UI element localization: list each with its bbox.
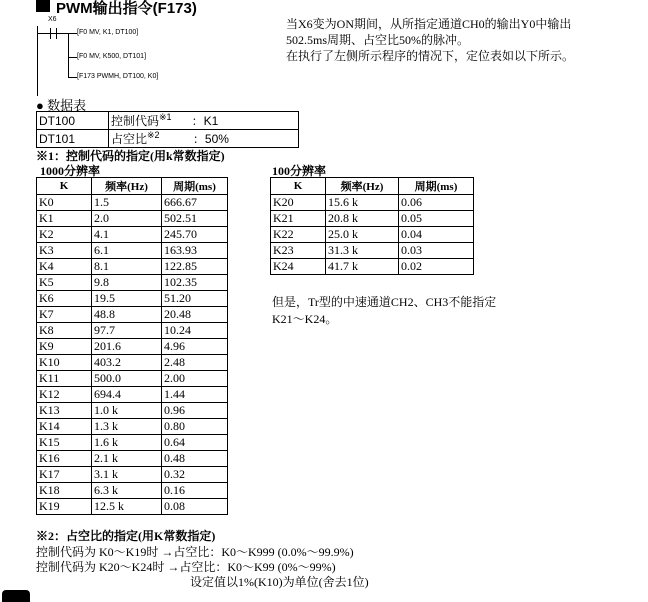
table-row	[37, 483, 228, 499]
k-cell: K23	[271, 243, 326, 259]
table-row	[37, 211, 228, 227]
period-cell: 0.02	[399, 259, 474, 275]
table-row	[37, 227, 228, 243]
table-header-row	[271, 178, 474, 195]
period-cell: 0.04	[399, 227, 474, 243]
period-cell: 163.93	[162, 243, 228, 259]
k-cell: K17	[37, 467, 92, 483]
period-cell: 0.80	[162, 419, 228, 435]
note-2-heading: ※2：占空比的指定(用K常数指定)	[36, 529, 216, 543]
k-cell: K24	[271, 259, 326, 275]
k-cell: K7	[37, 307, 92, 323]
k-cell: K8	[37, 323, 92, 339]
ladder-power-rail	[37, 26, 38, 96]
frequency-cell: 1.5	[92, 195, 162, 211]
k-cell: K9	[37, 339, 92, 355]
table-row	[37, 259, 228, 275]
table-row	[37, 355, 228, 371]
col-header-k: K	[271, 178, 326, 195]
k-cell: K13	[37, 403, 92, 419]
frequency-cell: 6.1	[92, 243, 162, 259]
period-cell: 51.20	[162, 291, 228, 307]
table-row	[37, 275, 228, 291]
ladder-instr-2: [F0 MV, K500, DT101]	[77, 53, 147, 60]
period-cell: 0.05	[399, 211, 474, 227]
resolution-1000-table	[36, 177, 228, 515]
register: DT101	[37, 130, 109, 148]
table-row	[271, 259, 474, 275]
ladder-branch-2	[68, 57, 77, 58]
frequency-cell: 4.1	[92, 227, 162, 243]
table-row	[37, 403, 228, 419]
frequency-cell: 41.7 k	[326, 259, 399, 275]
data-table	[36, 111, 299, 148]
table-row	[271, 227, 474, 243]
table-row	[37, 323, 228, 339]
period-cell: 2.00	[162, 371, 228, 387]
period-cell: 20.48	[162, 307, 228, 323]
data-table-heading: ● 数据表	[36, 98, 87, 113]
table-row	[37, 467, 228, 483]
table-row	[37, 451, 228, 467]
table-row	[37, 339, 228, 355]
frequency-cell: 1.6 k	[92, 435, 162, 451]
title-square-icon	[36, 0, 50, 12]
table-row	[37, 112, 299, 130]
table-row	[37, 291, 228, 307]
frequency-cell: 500.0	[92, 371, 162, 387]
period-cell: 0.16	[162, 483, 228, 499]
period-cell: 1.44	[162, 387, 228, 403]
period-cell: 666.67	[162, 195, 228, 211]
frequency-cell: 12.5 k	[92, 499, 162, 515]
period-cell: 10.24	[162, 323, 228, 339]
table-row	[37, 499, 228, 515]
k-cell: K11	[37, 371, 92, 387]
table-row	[37, 387, 228, 403]
period-cell: 122.85	[162, 259, 228, 275]
k-cell: K19	[37, 499, 92, 515]
period-cell: 245.70	[162, 227, 228, 243]
description-line-2: 502.5ms周期、占空比50%的脉冲。	[286, 33, 470, 47]
frequency-cell: 15.6 k	[326, 195, 399, 211]
k-cell: K16	[37, 451, 92, 467]
frequency-cell: 201.6	[92, 339, 162, 355]
k-cell: K3	[37, 243, 92, 259]
description-line-1: 当X6变为ON期间，从所指定通道CH0的输出Y0中输出	[286, 17, 572, 31]
frequency-cell: 31.3 k	[326, 243, 399, 259]
k-cell: K21	[271, 211, 326, 227]
resolution-100-table	[270, 177, 474, 275]
k-cell: K0	[37, 195, 92, 211]
k-cell: K6	[37, 291, 92, 307]
k-cell: K10	[37, 355, 92, 371]
duty-line-3: 设定值以1%(K10)为单位(舍去1位)	[190, 575, 369, 589]
period-cell: 0.96	[162, 403, 228, 419]
k-cell: K5	[37, 275, 92, 291]
frequency-cell: 1.0 k	[92, 403, 162, 419]
table-row	[37, 243, 228, 259]
k-cell: K2	[37, 227, 92, 243]
tr-note-line-2: K21～K24。	[272, 312, 338, 326]
register: DT100	[37, 112, 109, 130]
period-cell: 0.03	[399, 243, 474, 259]
k-cell: K15	[37, 435, 92, 451]
frequency-cell: 2.0	[92, 211, 162, 227]
ladder-contact-left	[50, 28, 51, 39]
ladder-contact-right	[56, 28, 57, 39]
table-row	[271, 195, 474, 211]
table-row	[37, 419, 228, 435]
frequency-cell: 2.1 k	[92, 451, 162, 467]
tr-note-line-1: 但是，Tr型的中速通道CH2、CH3不能指定	[272, 295, 497, 309]
k-cell: K4	[37, 259, 92, 275]
k-cell: K12	[37, 387, 92, 403]
k-cell: K22	[271, 227, 326, 243]
duty-line-1: 控制代码为 K0～K19时 →占空比：K0～K999 (0.0%～99.9%)	[36, 545, 354, 559]
col-header-period: 周期(ms)	[162, 178, 228, 195]
register-desc: 控制代码$^{※1}$ ：K1	[109, 112, 299, 130]
frequency-cell: 19.5	[92, 291, 162, 307]
table-row	[37, 130, 299, 148]
ladder-contact-label: X6	[48, 16, 57, 23]
period-cell: 0.48	[162, 451, 228, 467]
note-1-heading: ※1：控制代码的指定(用k常数指定)	[36, 149, 225, 163]
period-cell: 2.48	[162, 355, 228, 371]
k-cell: K20	[271, 195, 326, 211]
table-row	[37, 435, 228, 451]
description-line-3: 在执行了左侧所示程序的情况下，定位表如以下所示。	[286, 49, 575, 63]
k-cell: K18	[37, 483, 92, 499]
period-cell: 0.64	[162, 435, 228, 451]
frequency-cell: 1.3 k	[92, 419, 162, 435]
frequency-cell: 8.1	[92, 259, 162, 275]
page-title: PWM输出指令(F173)	[56, 0, 197, 17]
page-tab-icon	[2, 590, 30, 602]
period-cell: 0.06	[399, 195, 474, 211]
frequency-cell: 694.4	[92, 387, 162, 403]
table-row	[37, 307, 228, 323]
period-cell: 102.35	[162, 275, 228, 291]
resolution-1000-label: 1000分辨率	[40, 164, 101, 178]
ladder-branch	[68, 33, 69, 78]
resolution-100-label: 100分辨率	[272, 164, 327, 178]
period-cell: 4.96	[162, 339, 228, 355]
frequency-cell: 97.7	[92, 323, 162, 339]
col-header-freq: 频率(Hz)	[326, 178, 399, 195]
col-header-k: K	[37, 178, 92, 195]
register-desc: 占空比$^{※2}$ ：50%	[109, 130, 299, 148]
table-row	[271, 243, 474, 259]
frequency-cell: 3.1 k	[92, 467, 162, 483]
k-cell: K14	[37, 419, 92, 435]
table-header-row	[37, 178, 228, 195]
k-cell: K1	[37, 211, 92, 227]
ladder-instr-1: [F0 MV, K1, DT100]	[77, 29, 139, 36]
frequency-cell: 48.8	[92, 307, 162, 323]
frequency-cell: 9.8	[92, 275, 162, 291]
table-row	[37, 371, 228, 387]
col-header-freq: 频率(Hz)	[92, 178, 162, 195]
ladder-branch-3	[68, 77, 77, 78]
table-row	[37, 195, 228, 211]
ladder-instr-3: [F173 PWMH, DT100, K0]	[77, 73, 159, 80]
frequency-cell: 6.3 k	[92, 483, 162, 499]
col-header-period: 周期(ms)	[399, 178, 474, 195]
frequency-cell: 20.8 k	[326, 211, 399, 227]
period-cell: 502.51	[162, 211, 228, 227]
ladder-rung	[37, 33, 77, 34]
table-row	[271, 211, 474, 227]
duty-line-2: 控制代码为 K20～K24时 →占空比：K0～K99 (0%～99%)	[36, 560, 336, 574]
period-cell: 0.08	[162, 499, 228, 515]
period-cell: 0.32	[162, 467, 228, 483]
frequency-cell: 25.0 k	[326, 227, 399, 243]
frequency-cell: 403.2	[92, 355, 162, 371]
